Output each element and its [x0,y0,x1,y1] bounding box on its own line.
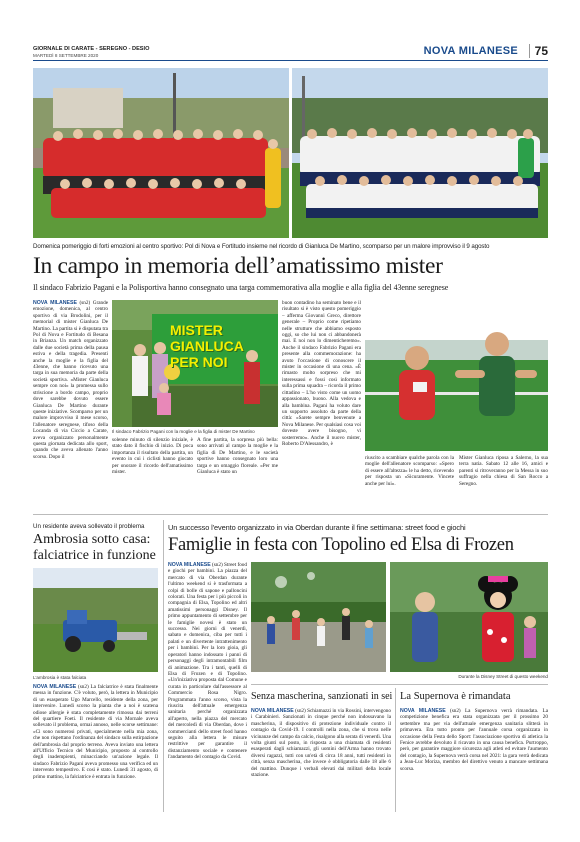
main-col-4: buon contadino ha seminato bene e il risultato si è visto questo pomeriggio – afferma Giovanni Greco, direttore generale – Proprio come ripetiamo nelle strutture che abbiamo esposto oggi, so che lui non ci abbandonerà mai. E noi non lo dimenticheremo». Anche il sindaco Fabrizio Pagani era presente alla commemorazione: ha avuto l'occasione di conoscere il mister in occasione di una cena. «È rimasto molto sorpreso che mi interessassi e fossi così informato sulla prima squadra – ricorda il primo cittadino – L'ho visto come un uomo appassionato, buono. Alla vedova e alla bambina. Pagani ha voluto dare un supporto assoluto da parte della città: «Sarete sempre benvenute a Nova Milanese. Per qualsiasi cosa voi doveste avere bisogno, vi sosterremo». Anche il nuovo mister, Roberto D'Alessandro, è [282,300,361,447]
banner-photo [112,300,278,427]
main-col-3: A fine partita, la sorpresa più bella: sono arrivati al campo la moglie e la figlia di De Martino, e le società sportive hanno consegnato loro una targa e un omaggio floreale. «Per me Gianluca è stato un [197,437,278,476]
banner-text: MISTER GIANLUCA PER NOI [170,322,244,370]
dateline: NOVA MILANESE [33,300,77,306]
supernova-headline: La Supernova è rimandata [400,691,511,702]
famiglie-headline: Famiglie in festa con Topolino ed Elsa di Frozen [168,535,514,555]
ambrosia-body: NOVA MILANESE (sn2) La falciatrice è stata finalmente messa in funzione. C'è voluto, però, la lettera in Municipio di un esasperato Ugo Marcello, residente della zona, per intervenire. Lunedì scorso la pianta che a noi è scatena odiose allergie è stata completamente rimossa dai terreni del quartiere Foeti. Il residente di via Mornale aveva sollevato il problema, ormai annoso, nelle scorse settimane: «Ci sono numerosi privati, specialmente nella mia zona, che non rispettano l'ordinanza del sindaco sulla estirpazione dell'ambrosia dal proprio terreno. Aveva inviato una lettera all'Ufficio Tecnico del Municipio, proposto al controllo degli inadempienti, minacciando un'azione legale. Il sindaco Fabrizio Pagani aveva promesso una verifica ed un intervento tempestivo. E così è stato. Lunedì 31 agosto, di primo mattino, la falciatrice è entrata in funzione. [33,684,158,780]
famiglie-photo-right [390,562,548,672]
coach-photo [365,300,548,451]
banner-caption: Il sindaco Fabrizio Pagani con la moglie e la figlia di mister De Martino [112,429,255,434]
dateline: NOVA MILANESE [400,708,446,714]
dateline: NOVA MILANESE [33,684,77,690]
ambrosia-headline: Ambrosia sotto casa: falciatrice in funzione [33,532,156,563]
masthead [33,45,548,61]
lower-column-divider [395,688,396,812]
main-col-2: solenne minuto di silenzio iniziale, è stato dato il fischio di inizio. Di poca importanza il risultato della partita, un evento in cui i ciclisti hanno giocato per onorare il ricordo dell'amatissimo mister. [112,437,193,476]
mascherina-headline: Senza mascherina, sanzionati in sei [251,691,393,702]
ambrosia-kicker: Un residente aveva sollevato il problema [33,523,145,530]
supernova-body: NOVA MILANESE (sn2) La Supernova verrà rimandata. La competizione benefica era stata organizzata per il prossimo 20 settembre ma per via dell'attuale emergenza sanitaria slitterà in primavera. Era tutto pronto per l'annuale corsa organizzata in occasione della Festa dello Sport: l'associazione sportiva di atletica la Fenice avrebbe devoluto il ricavato in una causa benefica. Purtroppo, però, per garantire maggiore sicurezza agli atleti ed evitare l'aumento del contagio, la Supernova verrà corsa nel 2021: la gara verrà dedicata a Jean-Luc Moriza, membro del direttivo venuto a mancare settimana scorsa. [400,708,548,772]
ambrosia-caption: L'ambrosia è stata falciata [33,675,87,680]
main-kicker: Domenica pomeriggio di forti emozioni al centro sportivo: Pol di Nova e Fortitudo insieme nel ricordo di Gianluca De Martino, scomparso per un malore improvviso il 9 agosto [33,243,490,250]
famiglie-body: NOVA MILANESE (sn2) Street food e giochi per bambini. La piazza del mercato di via Oberdan durante l'ultimo weekend si è trasformata a colpi di bolle di sapone e palloncini colorati. Una festa per i più piccoli in compagnia di Elsa, Topolino ed altri amatissimi personaggi Disney. Il primo appuntamento di settembre per le famiglie novesi è stato un successo. Nei giorni di venerdì, sabato e domenica, ciba per tutti i palati e un divertente intrattenimento per i bambini. Per la loro gioia, gli operatori hanno indossato i panni di personaggi degli intramontabili film di animazione. Tra i tanti, quelli di Elsa di Frozen e di Topolino. «Un'iniziativa proposta dal Comune e curata in particolare dall'assessore al Commercio Rosa Nigro. Programmata l'anno scorso, vista la riuscita dell'attuale emergenza sanitaria perché organizzata all'aperto, nella piazza del mercato del mercoledì di via Oberdan, dove i commercianti dello street food hanno seguito alla lettera le misure restrittive per garantire il distanziamento sociale e contenere l'andamento del contagio da Covid. [168,562,247,761]
famiglie-photo-left [251,562,386,672]
main-subhead: Il sindaco Fabrizio Pagani e la Polisportiva hanno consegnato una targa commemorativa alla moglie e alla figlia del 43enne seregnese [33,283,449,292]
team-photo-left [33,68,289,238]
section-title: NOVA MILANESE [423,45,518,57]
mascherina-body: NOVA MILANESE (sn2) Schiamazzi in via Rossini, intervengono i Carabinieri. Sanzionati in cinque perché non indossavano la mascherina, il dispositivo di protezione individuale contro il contagio da Covid-19. I controlli nella zona, che si trova nelle vicinanze del campo da calcio, risalgono alla serata di venerdì. Una volta giunti sul posto, in risposta a una chiamata di residenti esasperati dagli schiamazzi, gli uomini dell'Arma hanno trovato diversi ragazzi, tutti con un'età di circa 18 anni, tutti residenti in città, senza mascherina, che invece è obbligatoria dalle 18 alle 6 del mattino. Dunque i verbali elevati dai militari della locale stazione. [251,708,391,779]
main-col-5: riuscito a scambiare qualche parola con la moglie dell'allenatore scomparso: «Spero di essere all'altezza» le ha detto, ricevendo per risposta un «Sicuramente. Vincete anche per lui». [365,455,454,487]
main-headline: In campo in memoria dell’amatissimo mister [33,253,443,279]
main-col-1: NOVA MILANESE (sn2) Grande emozione, domenica, al centro sportivo di via Brodolini, per il memorial di mister Gianluca De Martino. La partita si è disputata tra Pol di Nova e Fortitudo di Besana in Brianza. Un match organizzato dalle due società prima della pausa estiva e della tragedia. Presenti anche la moglie e la figlia del 43enne, che hanno ricevuto una targa in sua memoria da parte della società sportiva. «Mister Gianluca sempre con noi» la promessa sullo striscione a bordo campo, proprio dove sarebbe dovuto essere Gianluca De Martino durante queste iniziative. Scomparso per un malore improvviso il mese scorso, l'allenatore seregnese, tifoso della Locanda di via Ciccio a Carate, aveva organizzato personalmente questa giornata dedicata allo sport, quando che aveva allenato l'anno scorso. Dopo il [33,300,108,460]
famiglie-caption: Durante la Disney Street di questo weekend [458,674,548,679]
page-number: 75 [529,44,548,58]
famiglie-kicker: Un successo l'evento organizzato in via Oberdan durante il fine settimana: street food e giochi [168,523,466,532]
lower-divider [251,684,548,685]
column-divider [163,520,164,812]
main-col-6: Mister Gianluca riposa a Salerno, la sua terra natia. Sabato 12 alle 16, amici e parenti si ritroveranno per la Messa in suo suffragio nella chiesa di San Rocco a Seregno. [459,455,548,487]
dateline: NOVA MILANESE [168,562,211,568]
paper-name: GIORNALE DI CARATE - SEREGNO - DESIO [33,46,150,52]
ambrosia-photo [33,568,158,672]
dateline: NOVA MILANESE [251,708,294,714]
issue-date: MARTEDÌ 8 SETTEMBRE 2020 [33,53,99,58]
team-photo-right [292,68,548,238]
section-divider [33,514,548,515]
